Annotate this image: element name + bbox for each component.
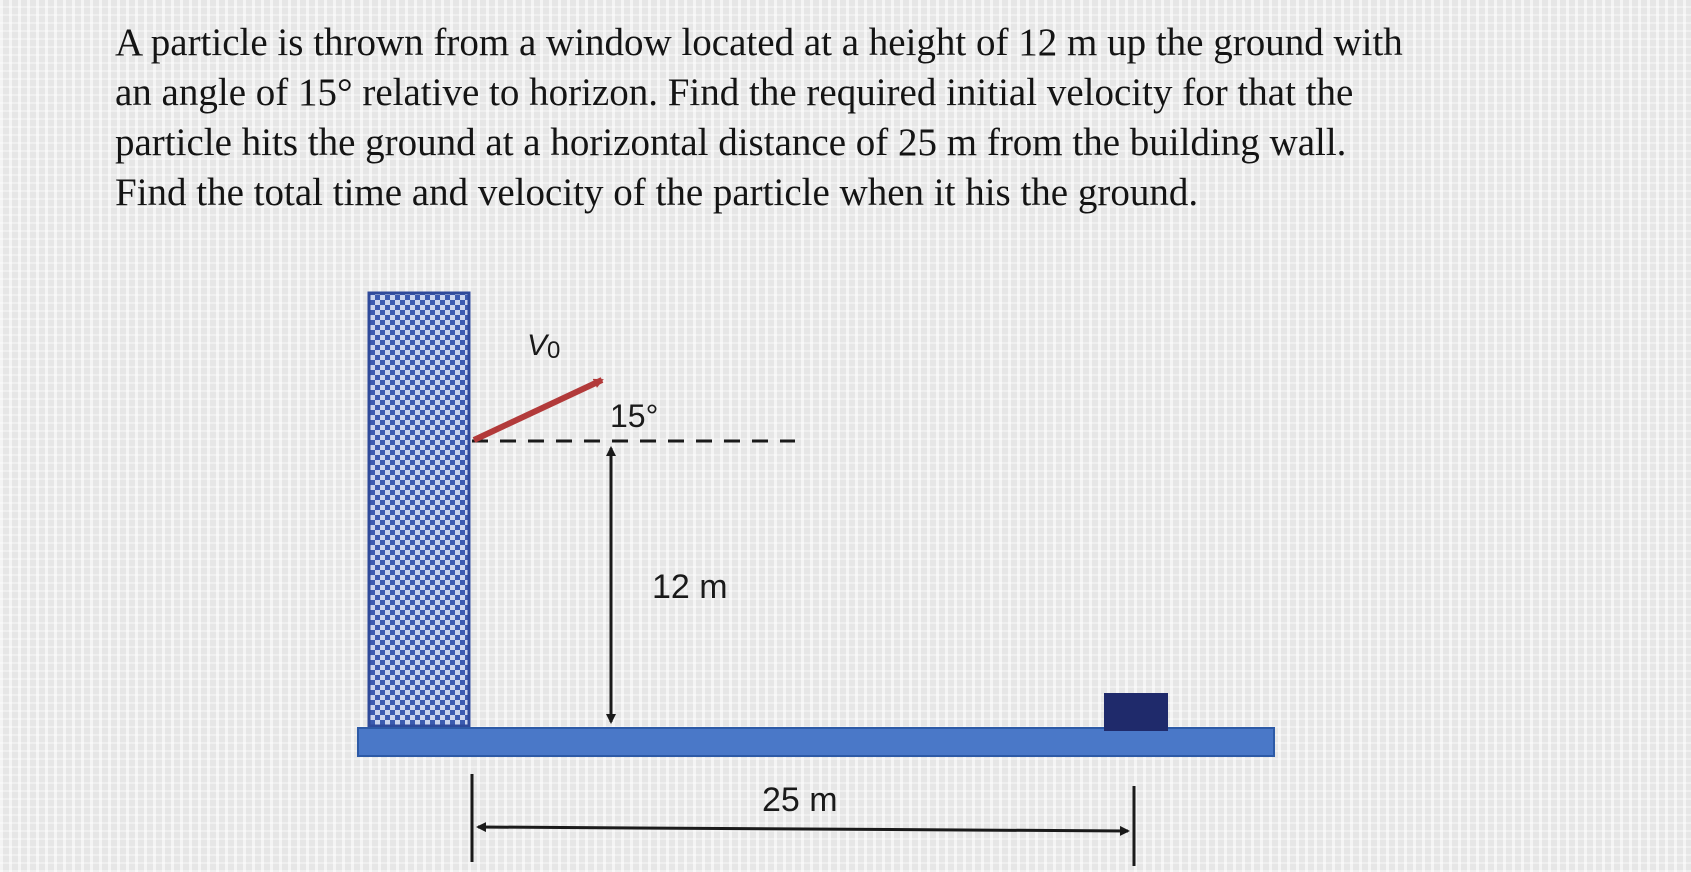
velocity-label-main: V: [527, 329, 548, 362]
height-label: 12 m: [652, 568, 728, 606]
distance-label: 25 m: [762, 781, 838, 819]
ground: [358, 728, 1274, 756]
problem-line: an angle of 15° relative to horizon. Find the required initial velocity for that the: [115, 71, 1354, 114]
distance-dimension-arrow: [478, 827, 1128, 831]
angle-label: 15°: [610, 398, 659, 434]
problem-line: particle hits the ground at a horizontal distance of 25 m from the building wall.: [115, 121, 1347, 164]
building-wall: [369, 293, 469, 726]
problem-line: A particle is thrown from a window located at a height of 12 m up the ground with: [115, 21, 1403, 64]
velocity-label: [527, 329, 560, 364]
velocity-arrow: [474, 380, 602, 440]
velocity-label-sub: 0: [547, 337, 561, 364]
problem-line: Find the total time and velocity of the particle when it his the ground.: [115, 171, 1199, 214]
target-block: [1104, 693, 1168, 731]
